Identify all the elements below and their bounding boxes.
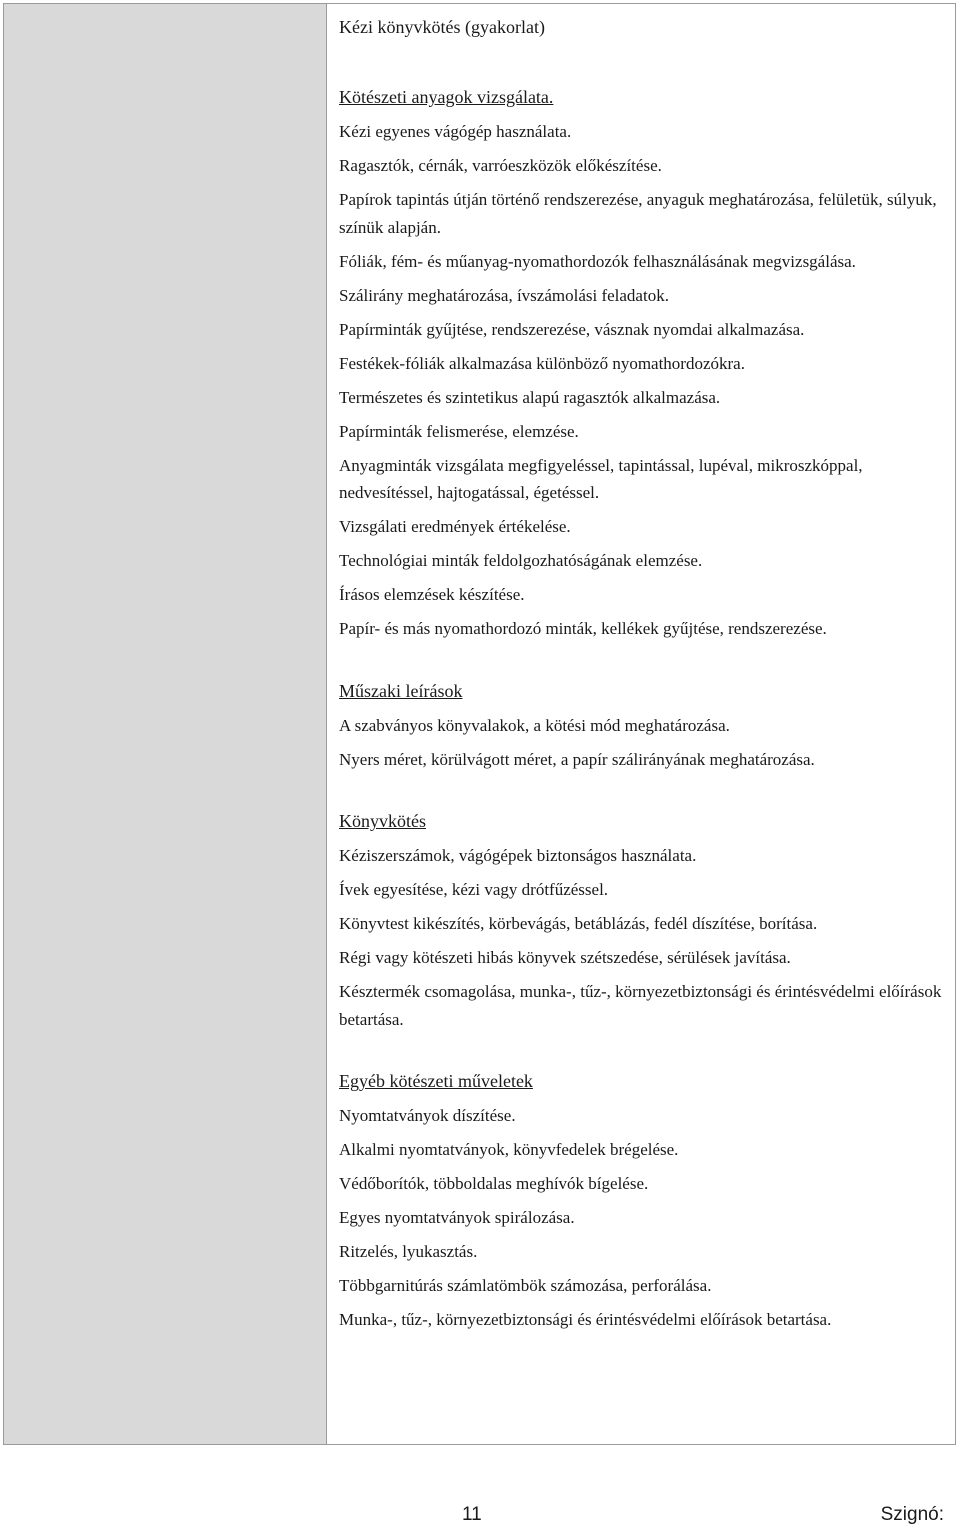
list-item: Nyers méret, körülvágott méret, a papír szálirányának meghatározása. [339,749,815,769]
section [339,678,949,774]
list-item: Írásos elemzések készítése. [339,585,525,604]
list-item: Papírminták gyűjtése, rendszerezése, vásznak nyomdai alkalmazása. [339,319,805,339]
section-heading: Műszaki leírások [339,680,463,701]
table-right-cell [327,4,955,1444]
list-item: Technológiai minták feldolgozhatóságának elemzése. [339,551,703,570]
section-heading: Egyéb kötészeti műveletek [339,1071,533,1091]
list-item: Alkalmi nyomtatványok, könyvfedelek brégelése. [339,1140,679,1159]
signature-label: Szignó: [880,1504,944,1525]
list-item: Könyvtest kikészítés, körbevágás, betáblázás, fedél díszítése, borítása. [339,914,818,933]
list-item: Papírminták felismerése, elemzése. [339,421,579,441]
list-item: Ragasztók, cérnák, varróeszközök előkészítése. [339,156,662,175]
section [339,808,949,1033]
list-item: Ívek egyesítése, kézi vagy drótfűzéssel. [339,880,609,899]
list-item: Ritzelés, lyukasztás. [339,1242,478,1261]
list-item: Anyagminták vizsgálata megfigyeléssel, tapintással, lupéval, mikroszkóppal, nedvesítéssel, hajtogatással, égetéssel. [339,455,863,502]
list-item: Festékek-fóliák alkalmazása különböző nyomathordozókra. [339,353,745,373]
section [339,84,949,643]
list-item: Papírok tapintás útján történő rendszerezése, anyaguk meghatározása, felületük, súlyuk, színük alapján. [339,190,937,237]
list-item: Nyomtatványok díszítése. [339,1106,516,1125]
table-left-cell [4,4,327,1444]
list-item: Papír- és más nyomathordozó minták, kellékek gyűjtése, rendszerezése. [339,619,827,638]
list-item: Vizsgálati eredmények értékelése. [339,517,571,536]
section-heading: Kötészeti anyagok vizsgálata. [339,87,554,107]
list-item: Fóliák, fém- és műanyag-nyomathordozók felhasználásának megvizsgálása. [339,251,856,271]
list-item: Többgarnitúrás számlatömbök számozása, perforálása. [339,1276,712,1295]
list-item: Munka-, tűz-, környezetbiztonsági és érintésvédelmi előírások betartása. [339,1310,832,1329]
section-heading: Könyvkötés [339,811,426,831]
page-footer [0,1500,960,1530]
list-item: Szálirány meghatározása, ívszámolási feladatok. [339,285,669,305]
list-item: Természetes és szintetikus alapú ragasztók alkalmazása. [339,387,721,407]
list-item: Kéziszerszámok, vágógépek biztonságos használata. [339,846,697,865]
list-item: Kézi egyenes vágógép használata. [339,122,572,141]
list-item: Régi vagy kötészeti hibás könyvek szétszedése, sérülések javítása. [339,948,791,967]
list-item: Egyes nyomtatványok spirálozása. [339,1208,575,1227]
sections-container [339,84,949,1334]
section [339,1068,949,1334]
document-title: Kézi könyvkötés (gyakorlat) [339,17,545,37]
list-item: Védőborítók, többoldalas meghívók bígelése. [339,1174,649,1193]
list-item: Késztermék csomagolása, munka-, tűz-, környezetbiztonsági és érintésvédelmi előírások betartása. [339,982,942,1029]
content-table [3,3,956,1445]
page-number: 11 [462,1504,482,1525]
list-item: A szabványos könyvalakok, a kötési mód meghatározása. [339,715,730,735]
